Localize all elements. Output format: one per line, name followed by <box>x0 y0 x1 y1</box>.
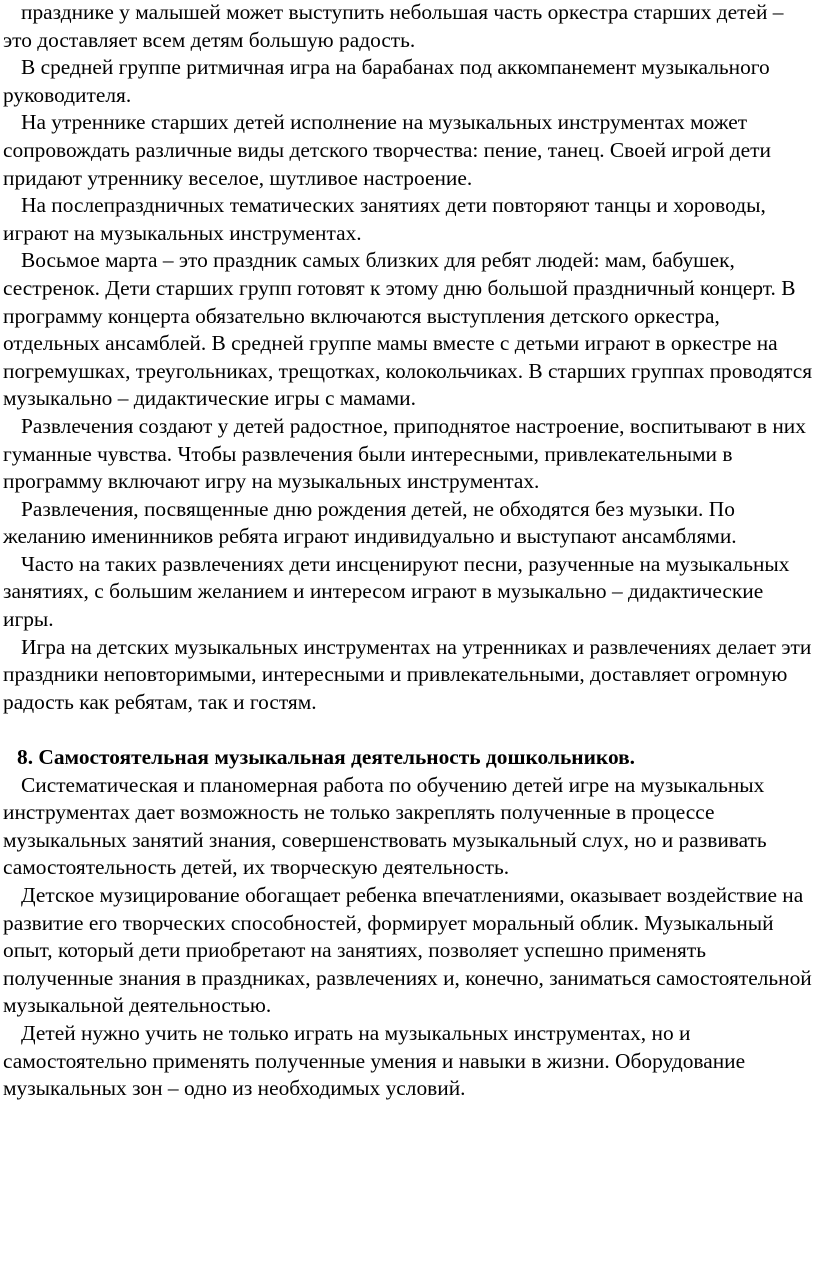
paragraph: В средней группе ритмичная игра на барабанах под аккомпанемент музыкального руководителя. <box>3 55 770 107</box>
paragraph: На послепраздничных тематических занятиях дети повторяют танцы и хороводы, играют на музыкальных инструментах. <box>3 193 766 245</box>
paragraph: На утреннике старших детей исполнение на музыкальных инструментах может сопровождать различные виды детского творчества: пение, танец. Своей игрой дети придают утреннику веселое, шутливое настроение. <box>3 110 771 190</box>
paragraph: Детей нужно учить не только играть на музыкальных инструментах, но и самостоятельно применять полученные умения и навыки в жизни. Оборудование музыкальных зон – одно из необходимых условий. <box>3 1020 746 1101</box>
paragraph: Часто на таких развлечениях дети инсценируют песни, разученные на музыкальных занятиях, с большим желанием и интересом играют в музыкально – дидактические игры. <box>3 551 790 632</box>
document-page <box>3 0 815 1103</box>
paragraph: Детское музицирование обогащает ребенка впечатлениями, оказывает воздействие на развитие его творческих способностей, формирует моральный облик. Музыкальный опыт, который дети приобретают на занятиях, позволяет успешно применять полученные знания в праздниках, развлечениях и, конечно, заниматься самостоятельной музыкальной деятельностью. <box>3 883 812 1018</box>
paragraph: Игра на детских музыкальных инструментах на утренниках и развлечениях делает эти праздники неповторимыми, интересными и привлекательными, доставляет огромную радость как ребятам, так и гостям. <box>3 634 812 714</box>
paragraph: Развлечения создают у детей радостное, приподнятое настроение, воспитывают в них гуманные чувства. Чтобы развлечения были интересными, привлекательными в программу включают игру на музыкальных инструментах. <box>3 413 806 494</box>
paragraph: Развлечения, посвященные дню рождения детей, не обходятся без музыки. По желанию именинников ребята играют индивидуально и выступают ансамблями. <box>3 496 737 549</box>
paragraph: Систематическая и планомерная работа по обучению детей игре на музыкальных инструментах дает возможность не только закреплять полученные в процессе музыкальных занятий знания, совершенствовать музыкальный слух, но и развивать самостоятельность детей, их творческую деятельность. <box>3 772 767 880</box>
blank-line <box>3 716 815 744</box>
paragraph: празднике у малышей может выступить небольшая часть оркестра старших детей – это доставляет всем детям большую радость. <box>3 0 784 52</box>
paragraph: Восьмое марта – это праздник самых близких для ребят людей: мам, бабушек, сестренок. Дети старших групп готовят к этому дню большой праздничный концерт. В программу концерта обязательно включаются выступления детского оркестра, отдельных ансамблей. В средней группе мамы вместе с детьми играют в оркестре на погремушках, треугольниках, трещотках, колокольчиках. В старших группах проводятся музыкально – дидактические игры с мамами. <box>3 248 813 411</box>
section-heading: 8. Самостоятельная музыкальная деятельность дошкольников. <box>17 745 636 770</box>
